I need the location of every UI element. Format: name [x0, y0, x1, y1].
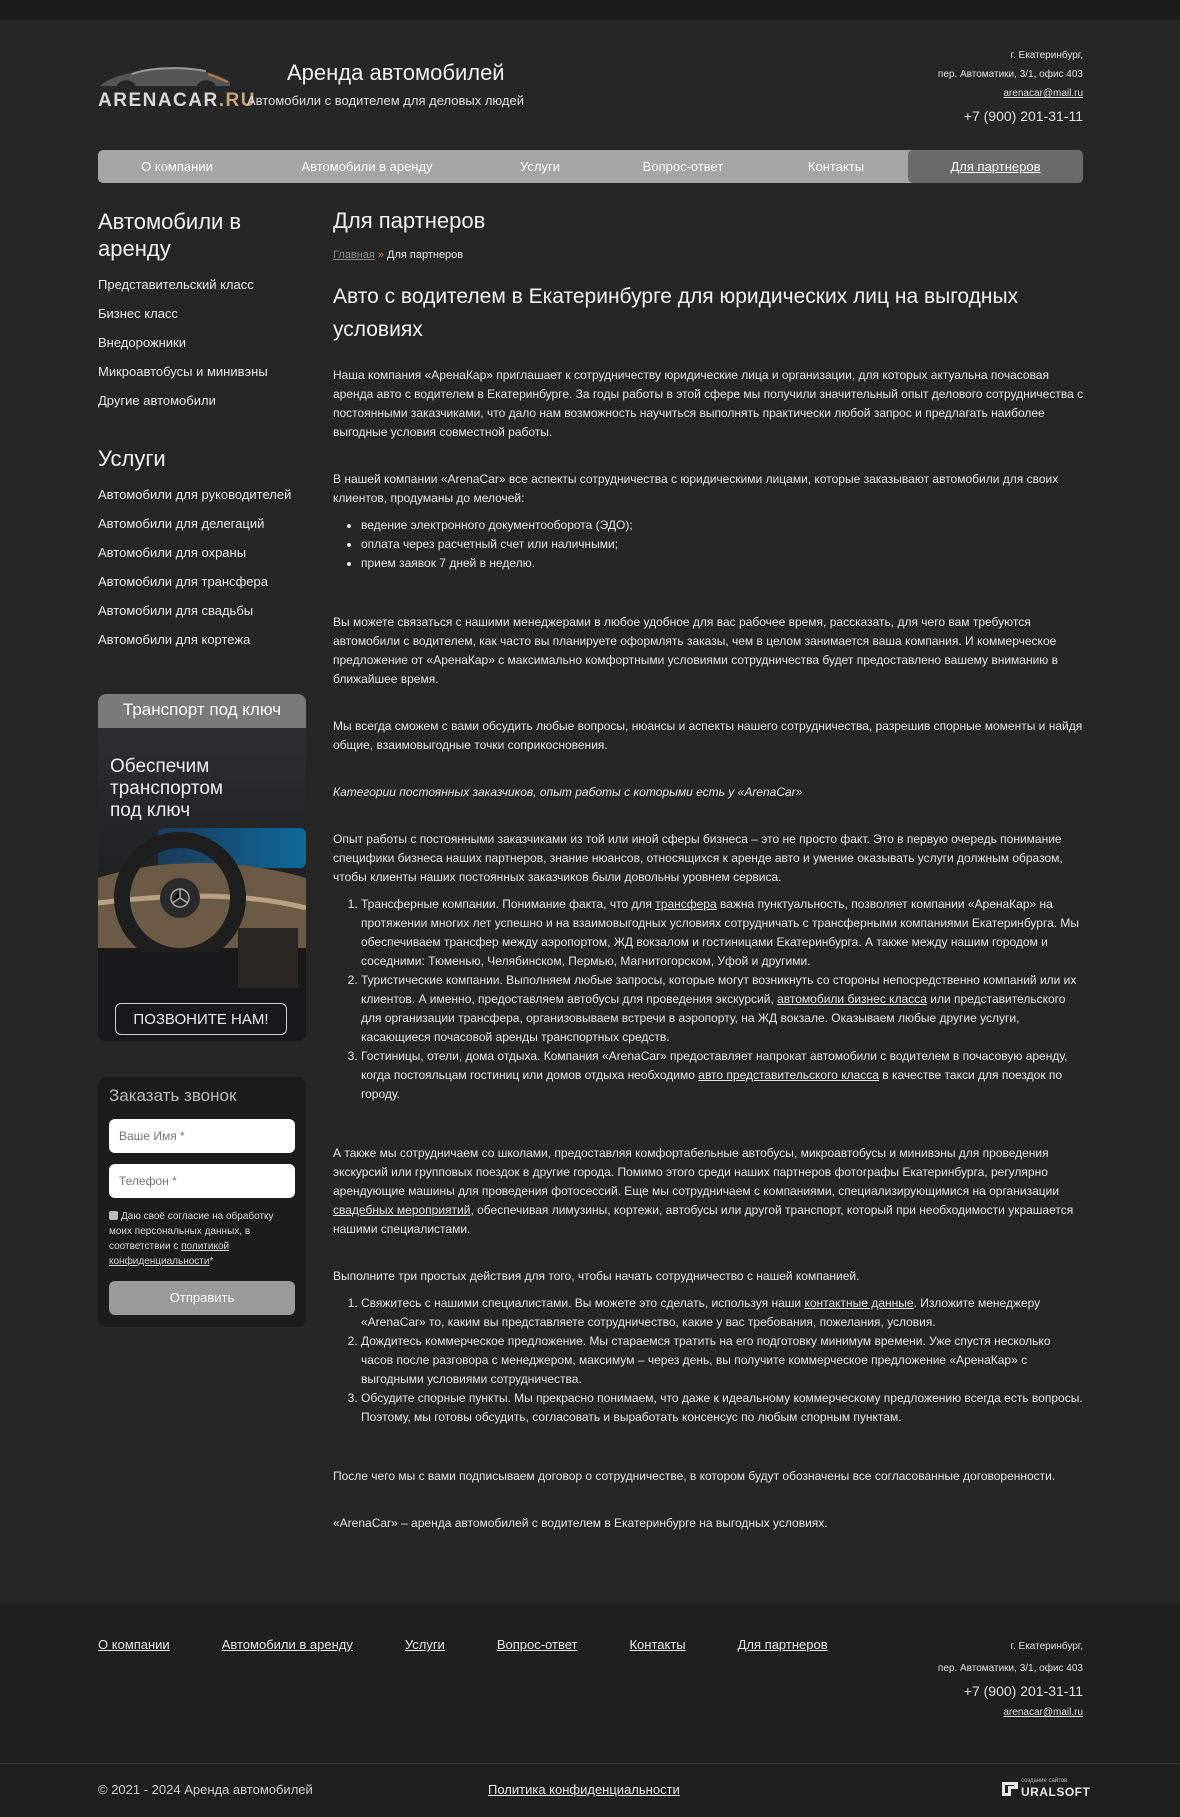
callback-form — [98, 1077, 306, 1327]
nav-item-faq[interactable]: Вопрос-ответ — [642, 159, 724, 174]
paragraph-experience: Опыт работы с постоянными заказчиками из той или иной сферы бизнеса – это не просто факт. Это в первую очередь понимание специфики бизнеса наших партнеров, знание нюансов, относящихся к аренде авто и умение оказывать услуги должным образом, чтобы клиенты наших постоянных заказчиков были довольны уровнем сервиса. — [333, 832, 1063, 884]
list-item: 2. Туристические компании. Выполняем любые запросы, которые могут возникнуть со стороны непосредственно компаний или их клиентов. А именно, предоставляем автобусы для проведения экскурсий, автомобили бизнес класса или представительского для организации трансфера, организовываем встречи в аэропорту, на ЖД вокзале. Оказываем любые другие услуги, касающиеся почасовой аренды транспортных средств. — [361, 971, 1085, 1047]
footer-address: пер. Автоматики, 3/1, офис 403 — [937, 1663, 1083, 1674]
developer-logo[interactable]: создание сайтов URALSOFT — [1001, 1778, 1083, 1800]
copyright: © 2021 - 2024 Аренда автомобилей — [98, 1782, 313, 1797]
footer-link-services[interactable]: Услуги — [404, 1637, 445, 1652]
site-title: Аренда автомобилей — [287, 60, 505, 85]
sidebar-item-wedding[interactable]: Автомобили для свадьбы — [98, 603, 254, 618]
footer-divider — [0, 1763, 1180, 1764]
footer-link-cars[interactable]: Автомобили в аренду — [221, 1637, 353, 1652]
transfer-link[interactable]: трансфера — [655, 897, 717, 911]
paragraph-intro: Наша компания «АренаКар» приглашает к сотрудничеству юридические лица и организации, для которых актуальна почасовая аренда авто с водителем в Екатеринбурге. За годы работы в этой сфере мы получили значительный опыт делового сотрудничества с постоянными заказчиками, что дало нам возможность научиться выполнять практически любой запрос и предлагать наиболее выгодные условия совместной работы. — [333, 368, 1084, 439]
breadcrumb: Главная » Для партнеров — [333, 249, 464, 261]
sidebar-item-executives[interactable]: Автомобили для руководителей — [98, 487, 292, 502]
sidebar-services-list — [98, 482, 306, 652]
list-item: • ведение электронного документооборота (ЭДО); — [361, 516, 1085, 535]
nav-item-about[interactable]: О компании — [141, 159, 213, 174]
wedding-link[interactable]: свадебных мероприятий — [333, 1203, 471, 1217]
header-phone[interactable]: +7 (900) 201-31-11 — [963, 108, 1083, 124]
paragraph-categories: Категории постоянных заказчиков, опыт работы с которыми есть у «ArenaCar» — [333, 785, 803, 799]
consent-checkbox[interactable] — [109, 1211, 118, 1220]
list-item: 2. Дождитесь коммерческое предложение. Мы стараемся тратить на его подготовку минимум времени. Уже спустя несколько часов после разговора с менеджером, максимум – через день, вы получите коммерческое предложение «АренаКар» с выгодными условиями сотрудничества. — [361, 1332, 1085, 1389]
sidebar-services-title: Услуги — [98, 446, 166, 471]
logo-text: ARENACAR.RU — [98, 90, 256, 111]
list-item: • оплата через расчетный счет или наличными; — [361, 535, 1085, 554]
sidebar-item-business[interactable]: Бизнес класс — [98, 306, 178, 321]
list-item: 1. Трансферные компании. Понимание факта, что для трансфера важна пунктуальность, позволяет компании «АренаКар» на протяжении многих лет успешно и на взаимовыгодных условиях сотрудничать с трансферными компаниями Екатеринбурга. Мы обеспечиваем трансфер между аэропортом, ЖД вокзалом и гостиницами Екатеринбурга. А также между нашим городом и соседними: Тюменью, Челябинском, Пермью, Магнитогорском, Уфой и другими. — [361, 895, 1085, 971]
aspects-list — [333, 516, 1085, 573]
promo-text: Обеспечим транспортом под ключ — [110, 756, 223, 821]
paragraph-contract: После чего мы с вами подписываем договор о сотрудничестве, в котором будут обозначены все согласованные договоренности. — [333, 1469, 1056, 1483]
sidebar-item-transfer[interactable]: Автомобили для трансфера — [98, 574, 268, 589]
paragraph-steps-intro: Выполните три простых действия для того, чтобы начать сотрудничество с нашей компанией. — [333, 1269, 860, 1283]
submit-button[interactable]: Отправить — [109, 1281, 295, 1315]
paragraph-aspects: В нашей компании «ArenaCar» все аспекты сотрудничества с юридическими лицами, которые заказывают автомобили для своих клиентов, продуманы до мелочей: — [333, 472, 1059, 505]
footer-contacts — [938, 1636, 1083, 1724]
executive-class-link[interactable]: авто представительского класса — [698, 1068, 879, 1082]
main-nav — [98, 150, 1083, 183]
footer-nav — [98, 1637, 828, 1652]
footer-link-contacts[interactable]: Контакты — [629, 1637, 686, 1652]
list-item: 3. Обсудите спорные пункты. Мы прекрасно понимаем, что даже к идеальному коммерческому предложению всегда есть вопросы. Поэтому, мы готовы обсудить, согласовать и выработать консенсус по любым спорным пунктам. — [361, 1389, 1085, 1427]
paragraph-discuss: Мы всегда сможем с вами обсудить любые вопросы, нюансы и аспекты нашего сотрудничества, разрешив спорные моменты и найдя общие, взаимовыгодные точки соприкосновения. — [333, 719, 1083, 752]
sidebar — [98, 208, 306, 656]
phone-input[interactable] — [109, 1164, 295, 1198]
sidebar-item-delegations[interactable]: Автомобили для делегаций — [98, 516, 265, 531]
header-address: пер. Автоматики, 3/1, офис 403 — [937, 69, 1083, 80]
list-item: 1. Свяжитесь с нашими специалистами. Вы можете это сделать, используя наши контактные данные. Изложите менеджеру «ArenaCar» то, каким вы представляете сотрудничество, какие у вас требования, пожелания, условия. — [361, 1294, 1085, 1332]
footer-link-faq[interactable]: Вопрос-ответ — [496, 1637, 578, 1652]
site-subtitle: Автомобили с водителем для деловых людей — [247, 93, 524, 108]
paragraph-schools: А также мы сотрудничаем со школами, предоставляя комфортабельные автобусы, микроавтобусы и минивэны для проведения экскурсий или групповых поездок в другие города. Помимо этого среди наших партнеров фотографы Екатеринбурга, регулярно арендующие машины для проведения фотосессий. Еще мы сотрудничаем с компаниями, специализирующимися на организации свадебных мероприятий, обеспечивая лимузины, кортежи, автобусы или другой транспорт, который при необходимости украшается нашими специалистами. — [333, 1146, 1074, 1236]
header-email-link[interactable]: arenacar@mail.ru — [1003, 88, 1083, 99]
page-title: Для партнеров — [333, 208, 486, 233]
steps-list — [333, 1294, 1085, 1427]
nav-item-services[interactable]: Услуги — [520, 159, 560, 174]
sidebar-item-motorcade[interactable]: Автомобили для кортежа — [98, 632, 251, 647]
nav-item-contacts[interactable]: Контакты — [807, 159, 865, 174]
uralsoft-icon — [1001, 1780, 1019, 1798]
sidebar-item-other[interactable]: Другие автомобили — [98, 393, 216, 408]
call-us-button[interactable]: ПОЗВОНИТЕ НАМ! — [115, 1003, 287, 1035]
name-input[interactable] — [109, 1119, 295, 1153]
header-contacts — [938, 46, 1083, 127]
car-logo-icon — [98, 62, 238, 90]
business-class-link[interactable]: автомобили бизнес класса — [777, 992, 927, 1006]
sidebar-cars-list — [98, 272, 306, 413]
promo-title: Транспорт под ключ — [98, 694, 306, 728]
consent-text: Даю своё согласие на обработку моих персональных данных, в соответствии с политикой конфиденциальности* — [109, 1211, 274, 1267]
callback-title: Заказать звонок — [109, 1086, 237, 1105]
privacy-policy-link[interactable]: политикой конфиденциальности — [109, 1241, 230, 1267]
list-item: • прием заявок 7 дней в неделю. — [361, 554, 1085, 573]
site-logo[interactable] — [98, 62, 256, 114]
nav-item-cars[interactable]: Автомобили в аренду — [301, 159, 433, 174]
list-item: 3. Гостиницы, отели, дома отдыха. Компания «ArenaCar» предоставляет напрокат автомобили с водителем в почасовую аренду, когда постояльцам гостиниц или домов отдыха необходимо авто представительского класса в качестве такси для поездок по городу. — [361, 1047, 1085, 1104]
footer-city: г. Екатеринбург, — [1010, 1641, 1083, 1652]
footer-policy-link[interactable]: Политика конфиденциальности — [488, 1782, 680, 1797]
footer-link-partners[interactable]: Для партнеров — [737, 1637, 828, 1652]
sidebar-item-security[interactable]: Автомобили для охраны — [98, 545, 247, 560]
paragraph-contact: Вы можете связаться с нашими менеджерами в любое удобное для вас рабочее время, рассказать, для чего вам требуются автомобили с водителем, как часто вы планируете оформлять заказы, чем в целом занимается ваша компания. И коммерческое предложение от «АренаКар» с максимально комфортными условиями сотрудничества будет предоставлено вашему вниманию в ближайшее время. — [333, 615, 1059, 686]
breadcrumb-home-link[interactable]: Главная — [333, 249, 375, 261]
sidebar-cars-title: Автомобили в аренду — [98, 209, 242, 261]
sidebar-item-suv[interactable]: Внедорожники — [98, 335, 187, 350]
top-strip — [0, 0, 1180, 20]
footer-phone[interactable]: +7 (900) 201-31-11 — [963, 1683, 1083, 1699]
sidebar-item-minibus[interactable]: Микроавтобусы и минивэны — [98, 364, 268, 379]
promo-banner[interactable] — [98, 694, 306, 1041]
nav-item-partners[interactable]: Для партнеров — [908, 150, 1083, 183]
main-content — [333, 206, 1085, 1561]
paragraph-closing: «ArenaCar» – аренда автомобилей с водителем в Екатеринбурге на выгодных условиях. — [333, 1516, 828, 1530]
categories-list — [333, 895, 1085, 1104]
content-heading: Авто с водителем в Екатеринбурге для юридических лиц на выгодных условиях — [333, 285, 1019, 341]
header-city: г. Екатеринбург, — [1010, 50, 1083, 61]
footer-email-link[interactable]: arenacar@mail.ru — [1003, 1707, 1083, 1718]
sidebar-item-executive[interactable]: Представительский класс — [98, 277, 254, 292]
footer-link-about[interactable]: О компании — [98, 1637, 170, 1652]
contacts-link[interactable]: контактные данные — [804, 1296, 914, 1310]
breadcrumb-current: Для партнеров — [387, 249, 464, 261]
